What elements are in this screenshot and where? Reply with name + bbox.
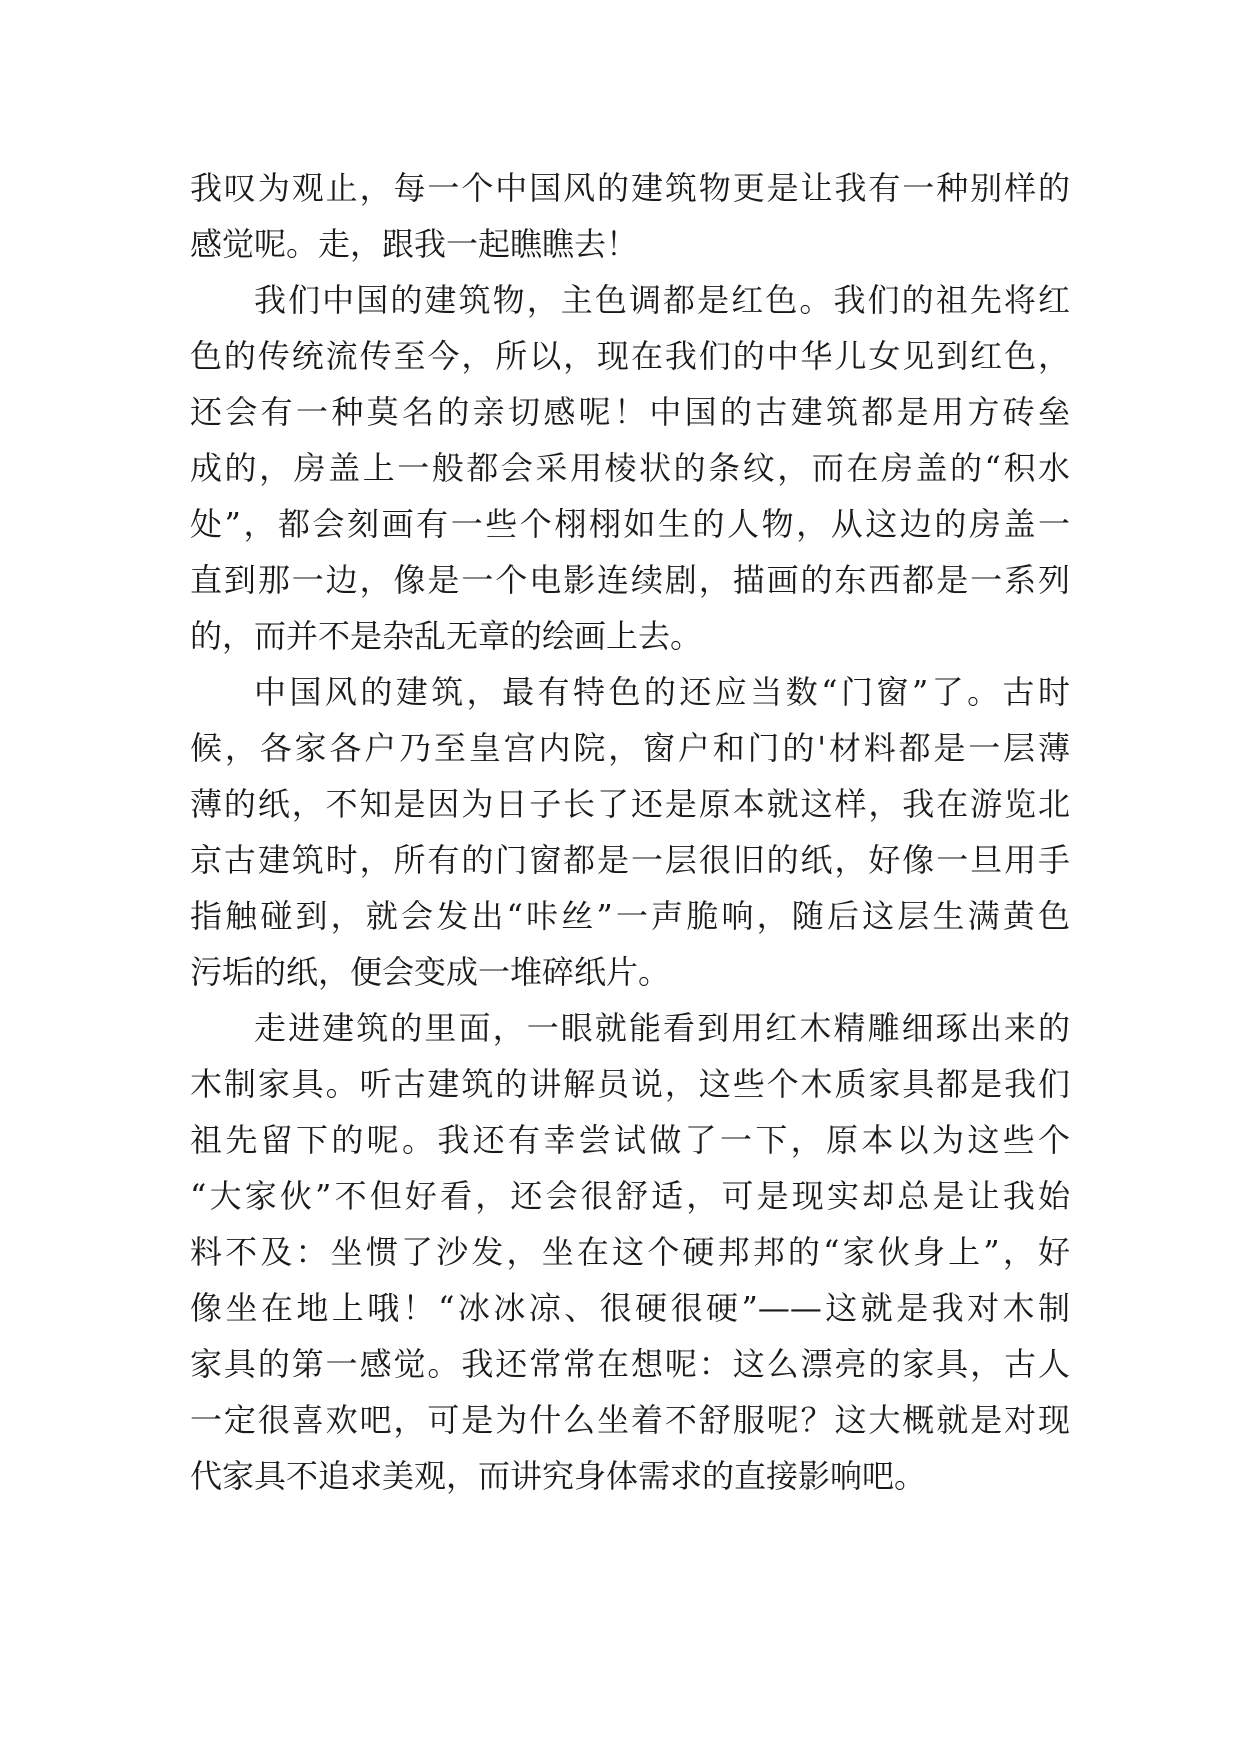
text-line: 的，而并不是杂乱无章的绘画上去。: [190, 617, 703, 655]
text-line: 我叹为观止，每一个中国风的建筑物更是让我有一种别样的: [190, 169, 1070, 207]
paragraph-first-line: 走进建筑的里面，一眼就能看到用红木精雕细琢出来的: [254, 1009, 1070, 1047]
text-line: 还会有一种莫名的亲切感呢！中国的古建筑都是用方砖垒: [190, 393, 1070, 431]
text-line: 直到那一边，像是一个电影连续剧，描画的东西都是一系列: [190, 561, 1070, 599]
text-line: 代家具不追求美观，而讲究身体需求的直接影响吧。: [190, 1457, 927, 1495]
text-line: “大家伙”不但好看，还会很舒适，可是现实却总是让我始: [190, 1177, 1070, 1215]
text-line: 祖先留下的呢。我还有幸尝试做了一下，原本以为这些个: [190, 1121, 1070, 1159]
text-line: 污垢的纸，便会变成一堆碎纸片。: [190, 953, 671, 991]
text-line: 感觉呢。走，跟我一起瞧瞧去！: [190, 225, 639, 263]
text-line: 家具的第一感觉。我还常常在想呢：这么漂亮的家具，古人: [190, 1345, 1070, 1383]
paragraph-first-line: 中国风的建筑，最有特色的还应当数“门窗”了。古时: [254, 673, 1070, 711]
text-line: 指触碰到，就会发出“咔丝”一声脆响，随后这层生满黄色: [190, 897, 1070, 935]
text-line: 处”，都会刻画有一些个栩栩如生的人物，从这边的房盖一: [190, 505, 1070, 543]
text-line: 成的，房盖上一般都会采用棱状的条纹，而在房盖的“积水: [190, 449, 1070, 487]
text-line: 候，各家各户乃至皇宫内院，窗户和门的'材料都是一层薄: [190, 729, 1070, 767]
text-line: 像坐在地上哦！“冰冰凉、很硬很硬”——这就是我对木制: [190, 1289, 1070, 1327]
text-line: 薄的纸，不知是因为日子长了还是原本就这样，我在游览北: [190, 785, 1070, 823]
paragraph-first-line: 我们中国的建筑物，主色调都是红色。我们的祖先将红: [254, 281, 1070, 319]
text-line: 京古建筑时，所有的门窗都是一层很旧的纸，好像一旦用手: [190, 841, 1070, 879]
text-line: 料不及：坐惯了沙发，坐在这个硬邦邦的“家伙身上”，好: [190, 1233, 1070, 1271]
text-line: 一定很喜欢吧，可是为什么坐着不舒服呢？这大概就是对现: [190, 1401, 1070, 1439]
document-body: [190, 160, 1070, 1504]
text-line: 木制家具。听古建筑的讲解员说，这些个木质家具都是我们: [190, 1065, 1070, 1103]
text-line: 色的传统流传至今，所以，现在我们的中华儿女见到红色，: [190, 337, 1070, 375]
